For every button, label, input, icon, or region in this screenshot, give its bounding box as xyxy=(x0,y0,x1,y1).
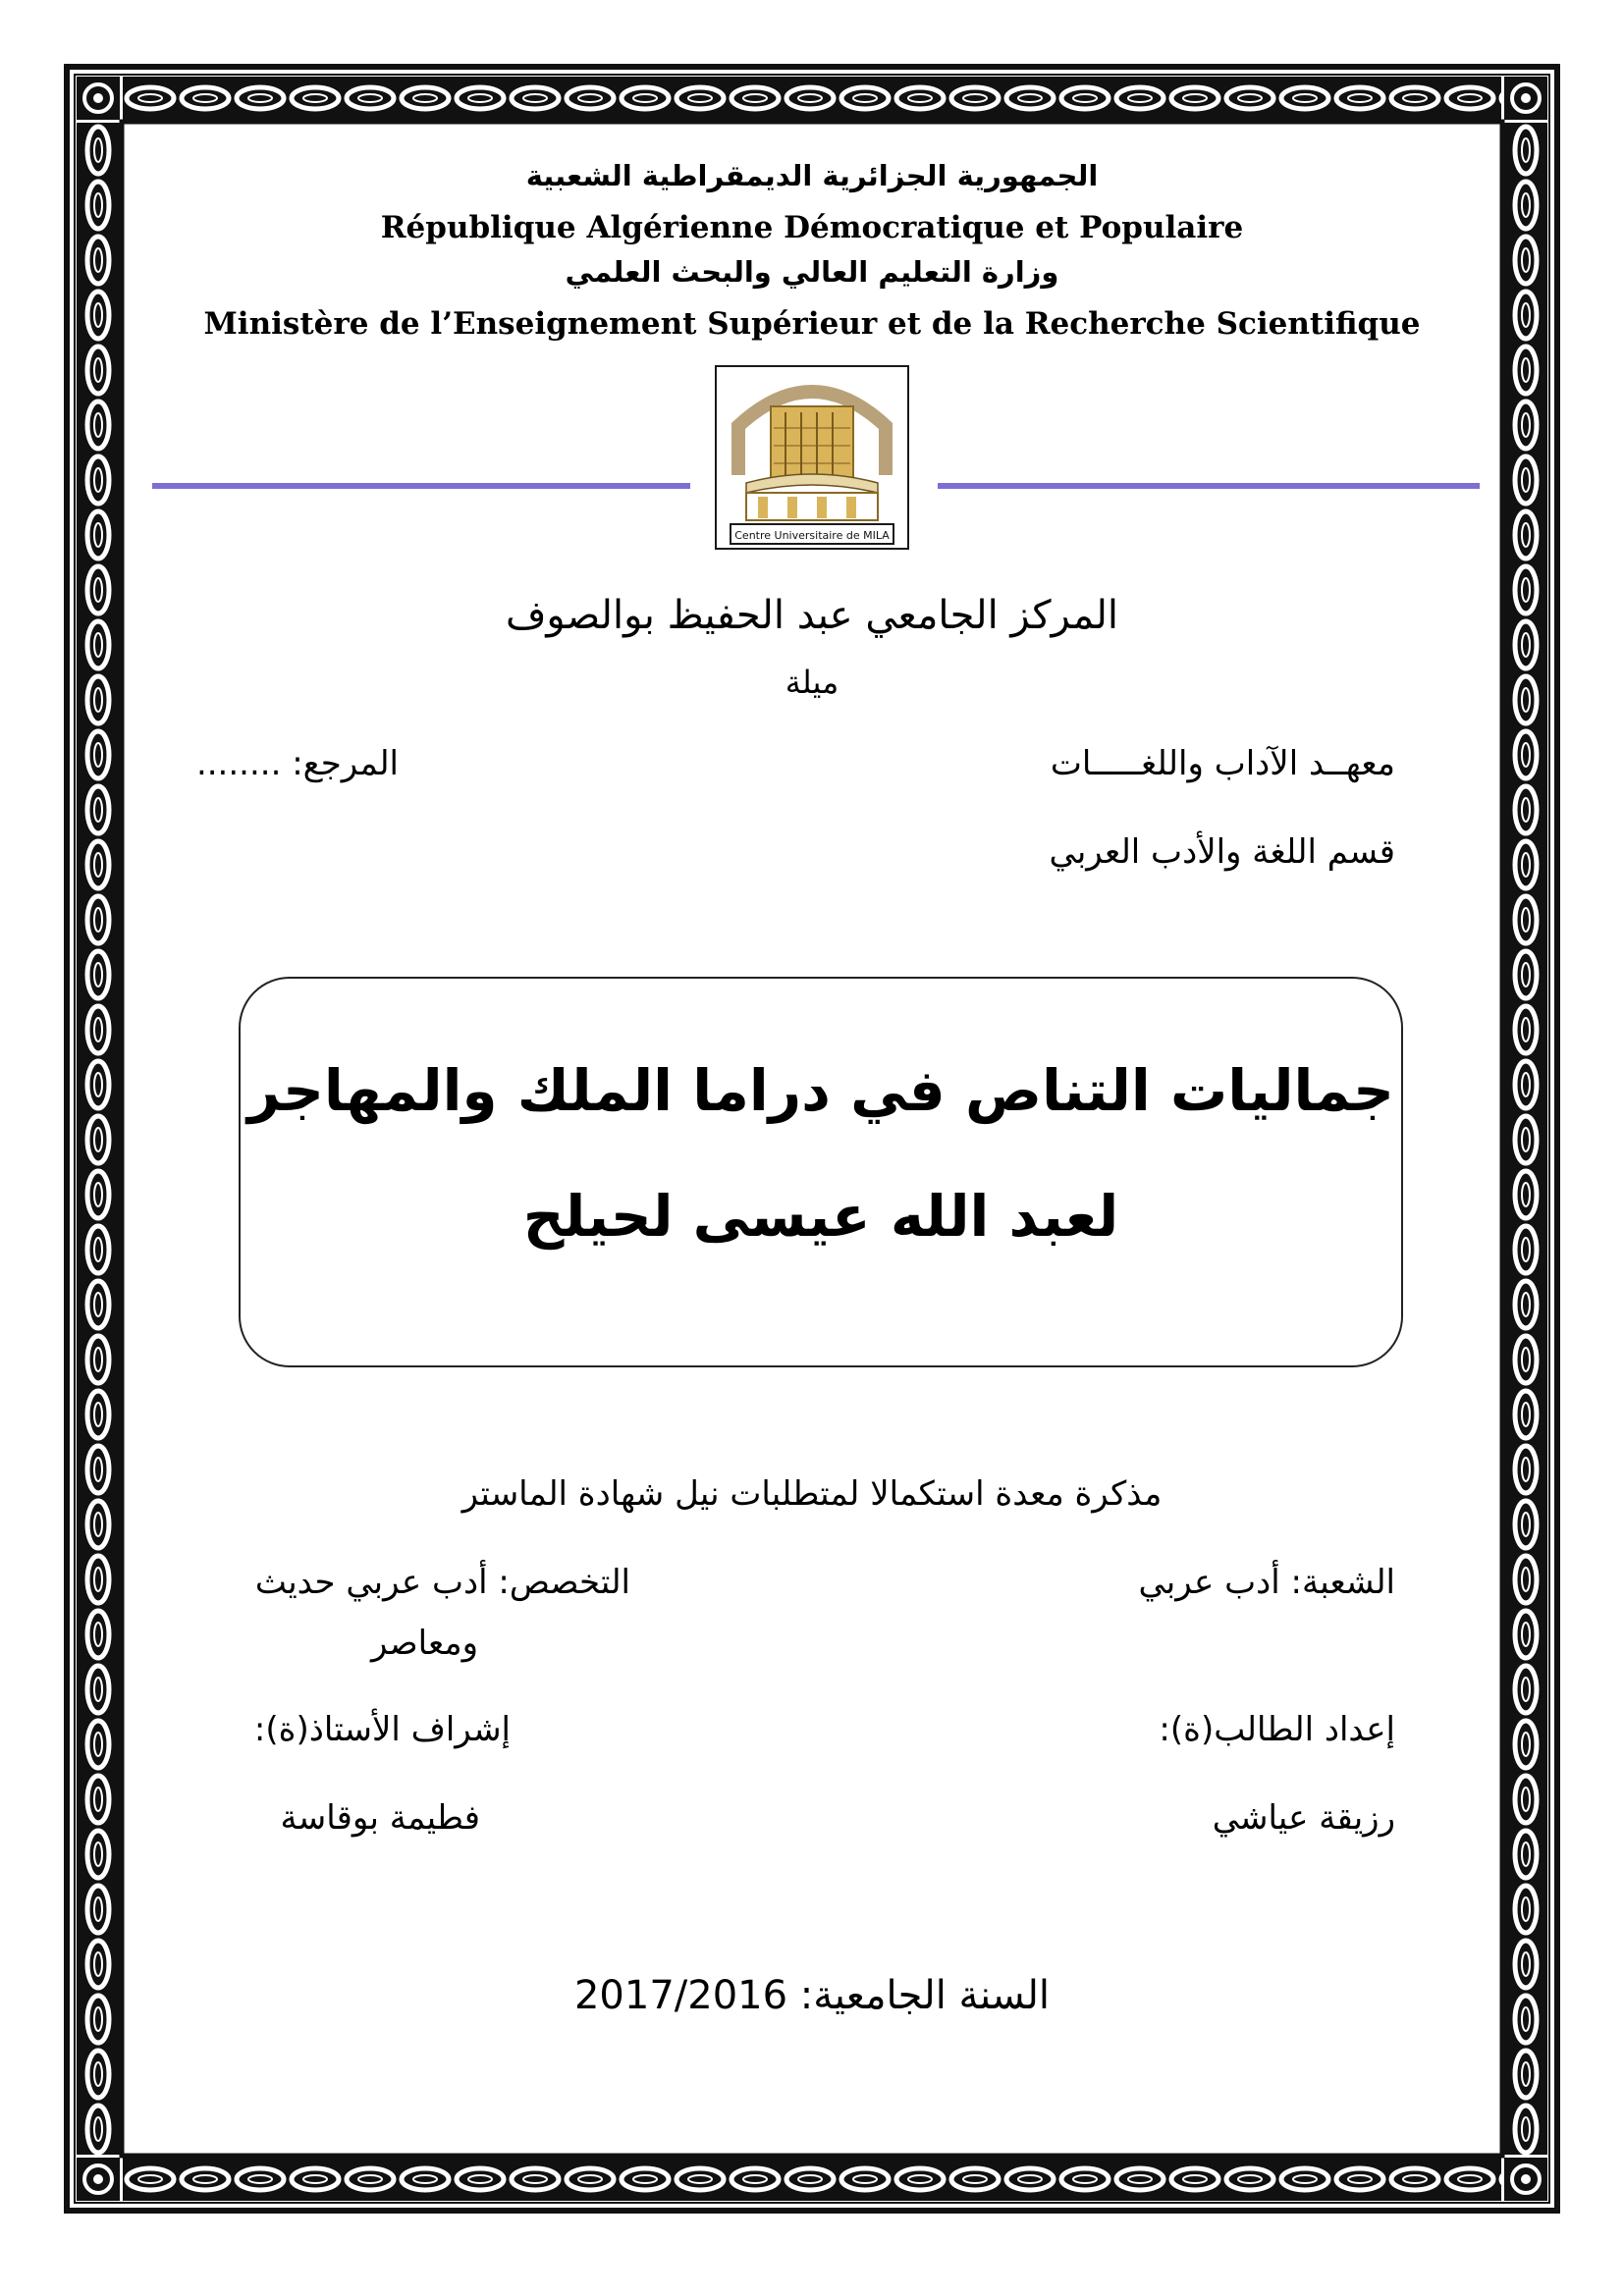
institute-name: معهــد الآداب واللغـــــات xyxy=(1050,744,1395,783)
university-name: المركز الجامعي عبد الحفيظ بوالصوف xyxy=(505,593,1119,638)
student-label: إعداد الطالب(ة): xyxy=(1159,1710,1395,1749)
ministry-name-fr: Ministère de l’Enseignement Supérieur et de la Recherche Scientifique xyxy=(203,306,1421,342)
reference-number: المرجع: ........ xyxy=(195,744,399,783)
border-corner-icon xyxy=(1504,77,1547,120)
supervisor-label: إشراف الأستاذ(ة): xyxy=(253,1710,511,1749)
specialty-label: التخصص: أدب عربي حديث xyxy=(254,1563,630,1602)
academic-year: السنة الجامعية: 2017/2016 xyxy=(573,1973,1051,2018)
separator-line-left xyxy=(152,483,690,489)
border-corner-icon xyxy=(77,2158,120,2201)
border-band-left xyxy=(77,123,120,2155)
university-logo xyxy=(715,365,909,550)
republic-name-fr: République Algérienne Démocratique et Populaire xyxy=(380,210,1244,245)
specialty-label-cont: ومعاصر xyxy=(370,1624,478,1663)
ministry-name-ar: وزارة التعليم العالي والبحث العلمي xyxy=(565,255,1059,289)
student-name: رزيقة عياشي xyxy=(1212,1798,1395,1838)
border-corner-icon xyxy=(1504,2158,1547,2201)
border-corner-icon xyxy=(77,77,120,120)
thesis-title-line1: جماليات التناص في دراما الملك والمهاجر xyxy=(247,1057,1394,1124)
branch-label: الشعبة: أدب عربي xyxy=(1138,1563,1395,1602)
thesis-purpose: مذكرة معدة استكمالا لمتطلبات نيل شهادة الماستر xyxy=(461,1474,1163,1514)
supervisor-name: فطيمة بوقاسة xyxy=(280,1798,480,1838)
building-icon xyxy=(717,367,907,548)
border-band-top xyxy=(123,77,1501,120)
city-name: ميلة xyxy=(785,664,839,701)
department-name: قسم اللغة والأدب العربي xyxy=(1049,832,1395,872)
separator-line-right xyxy=(938,483,1480,489)
republic-name-ar: الجمهورية الجزائرية الديمقراطية الشعبية xyxy=(525,159,1099,192)
border-band-right xyxy=(1504,123,1547,2155)
logo-caption: Centre Universitaire de MILA xyxy=(734,529,890,542)
thesis-title-line2: لعبد الله عيسى لحيلح xyxy=(522,1183,1119,1250)
thesis-title-box xyxy=(239,977,1403,1367)
border-band-bottom xyxy=(123,2158,1501,2201)
